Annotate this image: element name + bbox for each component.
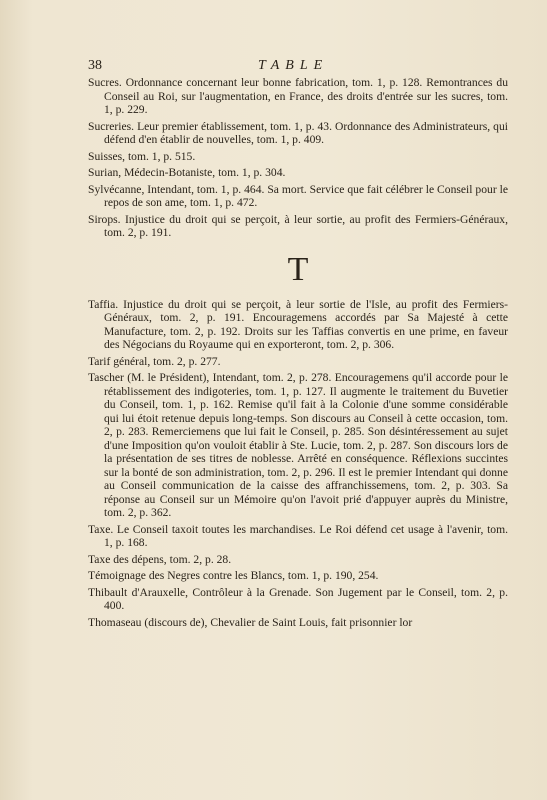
index-entry: Thomaseau (discours de), Chevalier de Saint Louis, fait prisonnier lor <box>88 615 413 629</box>
index-entry: Tarif général, tom. 2, p. 277. <box>88 354 221 368</box>
index-entry: Sirops. Injustice du droit qui se perçoit, à leur sortie, au profit des Fermiers-Généraux, tom. 2, p. 191. <box>88 212 508 239</box>
index-content <box>88 76 508 632</box>
section-letter: T <box>287 250 309 288</box>
index-entry: Suisses, tom. 1, p. 515. <box>88 149 196 163</box>
index-entry: Sylvécanne, Intendant, tom. 1, p. 464. Sa mort. Service que fait célébrer le Conseil pour le repos de son ame, tom. 1, p. 472. <box>88 182 508 209</box>
index-entry: Taffia. Injustice du droit qui se perçoit, à leur sortie de l'Isle, au profit des Fermiers-Généraux, tom. 2, p. 191. Encouragemens accordés par Sa Majesté à cette Manufacture, tom. 2, p. 192. Droits sur les Taffias convertis en une prime, en faveur des Négocians du Royaume qui en exporteront, tom. 2, p. 306. <box>88 297 508 351</box>
running-title: TABLE <box>258 58 329 73</box>
index-entry: Surian, Médecin-Botaniste, tom. 1, p. 304. <box>88 166 286 179</box>
index-entry: Sucres. Ordonnance concernant leur bonne fabrication, tom. 1, p. 128. Remontrances du Conseil au Roi, sur l'augmentation, en France, des droits d'entrée sur les sucres, tom. 1, p. 229. <box>88 76 508 116</box>
index-entry: Tascher (M. le Président), Intendant, tom. 2, p. 278. Encouragemens qu'il accorde pour le rétablissement des indigoteries, tom. 1, p. 127. Il augmente le traitement du Buvetier du Conseil, tom. 1, p. 162. Remise qu'il fait à la Colonie d'une somme considérable qui lui étoit retenue depuis long-temps. Son discours au Conseil à cette occasion, tom. 2, p. 283. Remerciemens que lui fait le Conseil, p. 285. Son désintéressement au sujet d'une Imposition qu'on vouloit établir à Ste. Lucie, tom. 2, p. 287. Son discours lors de la présentation de ses titres de noblesse. Arrêté en conséquence. Réflexions succintes sur la bonté de son administration, tom. 2, p. 296. Il est le premier Intendant qui donne au Conseil communication de la caisse des affranchissemens, tom. 2, p. 303. Sa réponse au Conseil sur un Mémoire qu'on l'avoit prié d'appuyer auprès du Ministre, tom. 2, p. 362. <box>88 371 508 519</box>
index-entry: Témoignage des Negres contre les Blancs, tom. 1, p. 190, 254. <box>88 569 379 582</box>
page-header <box>88 58 507 78</box>
page-number: 38 <box>88 58 102 73</box>
index-entry: Taxe. Le Conseil taxoit toutes les marchandises. Le Roi défend cet usage à l'avenir, tom. 1, p. 168. <box>88 522 508 549</box>
index-entry: Sucreries. Leur premier établissement, tom. 1, p. 43. Ordonnance des Administrateurs, qui défend d'en établir de nouvelles, tom. 1, p. 409. <box>88 119 508 146</box>
index-entry: Taxe des dépens, tom. 2, p. 28. <box>88 552 232 566</box>
index-entry: Thibault d'Arauxelle, Contrôleur à la Grenade. Son Jugement par le Conseil, tom. 2, p. 400. <box>88 585 508 612</box>
